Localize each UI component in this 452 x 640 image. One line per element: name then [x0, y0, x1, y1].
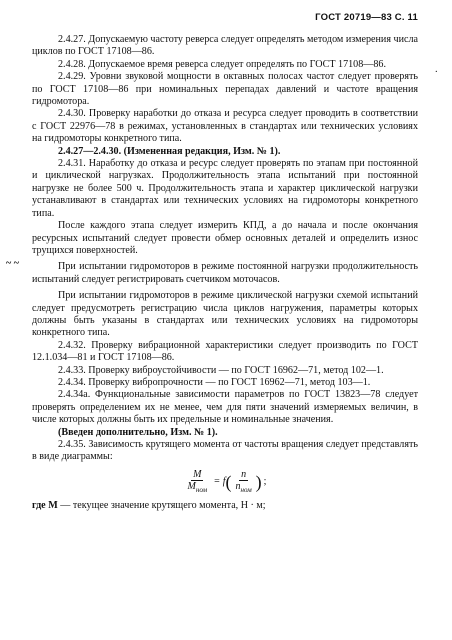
paragraph-2-4-33: 2.4.33. Проверку виброустойчивости — по ГОСТ 16962—71, метод 102—1. [58, 364, 384, 376]
formula-where-clause [32, 500, 418, 512]
margin-dot: · [434, 67, 438, 78]
formula-function: f [222, 476, 226, 488]
paragraph-2-4-31: 2.4.31. Наработку до отказа и ресурс следует проверять по этапам при постоянной и циклической нагрузках. Продолжительность этапа испытаний при постоянной нагрузке не более 500 ч. Продолжительность этапа и характер циклической нагрузки устанавливают в стандартах или технических условиях на гидромоторы конкретного типа. [32, 158, 418, 219]
formula-rhs-numerator: n [241, 468, 247, 480]
torque-formula [32, 469, 418, 496]
paragraph-2-4-34: 2.4.34. Проверку вибропрочности — по ГОСТ 16962—71, метод 103—1. [58, 376, 371, 388]
formula-lhs-denominator [186, 481, 210, 496]
formula-lhs-den-symbol: M [187, 480, 196, 492]
formula-equals: = [214, 476, 220, 488]
formula-lhs-den-subscript: ном [195, 485, 208, 494]
paragraph-2-4-28: 2.4.28. Допускаемое время реверса следует определять по ГОСТ 17108—86. [58, 58, 386, 70]
formula-rhs-denominator [233, 481, 253, 496]
page-header: ГОСТ 20719—83 С. 11 [315, 12, 418, 23]
formula-open-paren: ( [225, 472, 232, 493]
paragraph-2-4-34a: 2.4.34а. Функциональные зависимости параметров по ГОСТ 13823—78 следует проверять определением их не менее, чем для пяти значений измеряемых величин, в числе которых должны быть их предельные и номинальные значения. [32, 389, 418, 426]
formula-rhs-fraction [233, 469, 253, 496]
margin-mark: ~ ~ [6, 258, 19, 269]
formula-close-paren: ) [255, 472, 262, 493]
amendment-note-2: (Введен дополнительно, Изм. № 1). [58, 426, 218, 438]
amendment-note-1: 2.4.27—2.4.30. (Измененная редакция, Изм. № 1). [58, 145, 281, 157]
paragraph-constant-load: При испытании гидромоторов в режиме постоянной нагрузки продолжительность испытаний следует регистрировать счетчиком моточасов. [32, 261, 418, 285]
document-body [32, 34, 418, 512]
paragraph-2-4-29: 2.4.29. Уровни звуковой мощности в октавных полосах частот следует проверять по ГОСТ 17108—86 при номинальных перепадах давлений и частоте вращения гидромотора. [32, 71, 418, 108]
paragraph-2-4-27: 2.4.27. Допускаемую частоту реверса следует определять методом измерения числа циклов по ГОСТ 17108—86. [32, 34, 418, 58]
formula-rhs-den-symbol: n [235, 480, 241, 492]
paragraph-after-stage: После каждого этапа следует измерить КПД, а до начала и после окончания ресурсных испытаний следует провести обмер основных деталей и определить износ трущихся поверхностей. [32, 220, 418, 256]
paragraph-2-4-32: 2.4.32. Проверку вибрационной характеристики следует производить по ГОСТ 12.1.034—81 и ГОСТ 17108—86. [32, 339, 418, 364]
formula-rhs-den-subscript: ном [240, 485, 252, 494]
where-definition: — текущее значение крутящего момента, Н · м; [60, 499, 266, 511]
paragraph-2-4-35: 2.4.35. Зависимость крутящего момента от частоты вращения следует представлять в виде диаграммы: [32, 439, 418, 463]
paragraph-cyclic-load: При испытании гидромоторов в режиме циклической нагрузки схемой испытаний следует предусмотреть регистрацию числа циклов нагружения, параметры которых должны быть указаны в стандартах или технических условиях на гидромоторы конкретного типа. [32, 290, 418, 339]
paragraph-2-4-30: 2.4.30. Проверку наработки до отказа и ресурса следует проводить в соответствии с ГОСТ 22976—78 в режимах, установленных в стандартах или технических условиях на гидромоторы конкретного типа. [32, 108, 418, 145]
formula-lhs-fraction [186, 469, 210, 496]
formula-terminator: ; [263, 476, 267, 488]
formula-lhs-numerator: M [193, 468, 202, 480]
where-lead: где M [32, 499, 58, 511]
